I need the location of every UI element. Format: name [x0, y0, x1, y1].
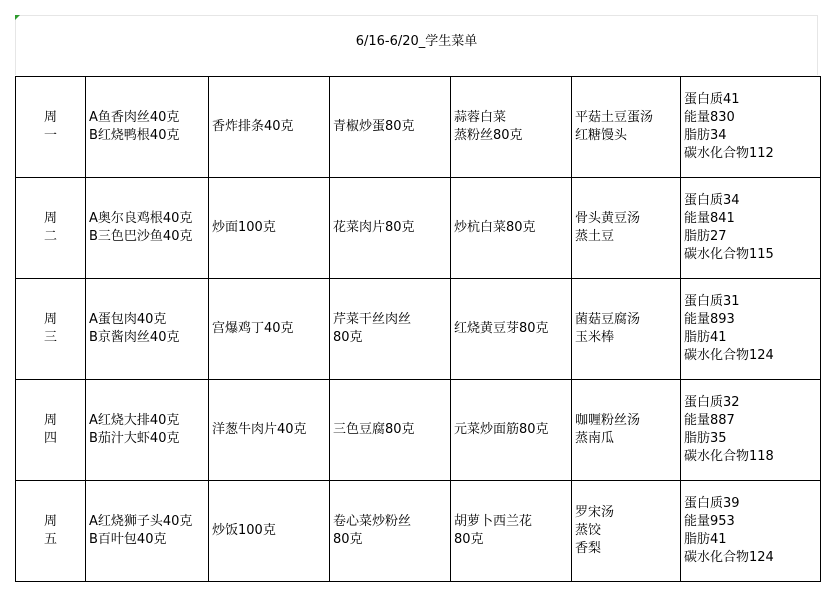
- soup-staple-cell-line: 香梨: [575, 541, 602, 556]
- menu-table: [15, 76, 821, 582]
- vegetable-cell: [451, 77, 572, 178]
- nutrition-cell-line: 脂肪41: [684, 532, 727, 547]
- day-cell-line: 周: [43, 211, 57, 226]
- main-dish-cell-line: A奥尔良鸡根40克: [89, 211, 193, 226]
- main-dish-cell: [86, 481, 209, 582]
- soup-staple-cell-line: 玉米棒: [575, 330, 615, 345]
- nutrition-cell-line: 能量953: [684, 514, 735, 529]
- vegetable-cell-line: 红烧黄豆芽80克: [454, 321, 549, 336]
- nutrition-cell-line: 脂肪41: [684, 330, 727, 345]
- day-cell-line: 周: [43, 514, 57, 529]
- side-dish-cell-line: 香炸排条40克: [212, 119, 294, 134]
- day-cell: [16, 380, 86, 481]
- nutrition-cell-line: 脂肪27: [684, 229, 727, 244]
- nutrition-cell-line: 能量887: [684, 413, 735, 428]
- main-dish-cell-line: B红烧鸭根40克: [89, 128, 180, 143]
- soup-staple-cell-line: 蒸土豆: [575, 229, 615, 244]
- nutrition-cell-line: 蛋白质41: [684, 92, 740, 107]
- nutrition-cell-line: 能量830: [684, 110, 735, 125]
- nutrition-cell-line: 能量893: [684, 312, 735, 327]
- side-dish-cell: [209, 77, 330, 178]
- main-dish-cell-line: A鱼香肉丝40克: [89, 110, 180, 125]
- day-cell-line: 五: [43, 532, 57, 547]
- soup-staple-cell-line: 菌菇豆腐汤: [575, 312, 641, 327]
- second-side-dish-cell: [330, 279, 451, 380]
- soup-staple-cell-line: 红糖馒头: [575, 128, 628, 143]
- second-side-dish-cell: [330, 380, 451, 481]
- soup-staple-cell: [572, 77, 681, 178]
- second-side-dish-cell: [330, 481, 451, 582]
- main-dish-cell: [86, 77, 209, 178]
- vegetable-cell: [451, 279, 572, 380]
- vegetable-cell-line: 炒杭白菜80克: [454, 220, 536, 235]
- day-cell: [16, 178, 86, 279]
- side-dish-cell-line: 宫爆鸡丁40克: [212, 321, 294, 336]
- second-side-dish-cell: [330, 178, 451, 279]
- nutrition-cell-line: 蛋白质32: [684, 395, 740, 410]
- vegetable-cell: [451, 380, 572, 481]
- day-cell: [16, 279, 86, 380]
- menu-row: [16, 380, 821, 481]
- day-cell-line: 周: [43, 312, 57, 327]
- day-cell-line: 四: [43, 431, 57, 446]
- menu-row: [16, 178, 821, 279]
- nutrition-cell-line: 蛋白质31: [684, 294, 740, 309]
- vegetable-cell: [451, 178, 572, 279]
- vegetable-cell-line: 胡萝卜西兰花: [454, 514, 533, 529]
- soup-staple-cell-line: 骨头黄豆汤: [575, 211, 641, 226]
- soup-staple-cell: [572, 279, 681, 380]
- day-cell: [16, 481, 86, 582]
- nutrition-cell-line: 碳水化合物124: [684, 550, 774, 565]
- day-cell-line: 周: [43, 413, 57, 428]
- day-cell: [16, 77, 86, 178]
- soup-staple-cell-line: 蒸饺: [575, 523, 602, 538]
- main-dish-cell-line: B百叶包40克: [89, 532, 167, 547]
- nutrition-cell: [681, 481, 821, 582]
- day-cell-line: 一: [43, 128, 57, 143]
- nutrition-cell-line: 碳水化合物115: [684, 247, 774, 262]
- side-dish-cell: [209, 178, 330, 279]
- second-side-dish-cell-line: 80克: [333, 330, 363, 345]
- nutrition-cell-line: 能量841: [684, 211, 735, 226]
- side-dish-cell: [209, 481, 330, 582]
- cell-corner-marker: [15, 15, 20, 20]
- main-dish-cell-line: A蛋包肉40克: [89, 312, 167, 327]
- main-dish-cell-line: B京酱肉丝40克: [89, 330, 180, 345]
- day-cell-line: 二: [43, 229, 57, 244]
- side-dish-cell: [209, 380, 330, 481]
- main-dish-cell-line: B三色巴沙鱼40克: [89, 229, 193, 244]
- soup-staple-cell-line: 罗宋汤: [575, 505, 615, 520]
- nutrition-cell-line: 碳水化合物118: [684, 449, 774, 464]
- nutrition-cell: [681, 77, 821, 178]
- nutrition-cell-line: 脂肪35: [684, 431, 727, 446]
- menu-table-body: [16, 77, 821, 582]
- nutrition-cell-line: 碳水化合物124: [684, 348, 774, 363]
- second-side-dish-cell-line: 卷心菜炒粉丝: [333, 514, 412, 529]
- vegetable-cell-line: 蒜蓉白菜: [454, 110, 507, 125]
- side-dish-cell-line: 炒面100克: [212, 220, 276, 235]
- nutrition-cell: [681, 279, 821, 380]
- main-dish-cell-line: B茄汁大虾40克: [89, 431, 180, 446]
- day-cell-line: 三: [43, 330, 57, 345]
- second-side-dish-cell-line: 三色豆腐80克: [333, 422, 415, 437]
- soup-staple-cell: [572, 178, 681, 279]
- second-side-dish-cell-line: 芹菜干丝肉丝: [333, 312, 412, 327]
- nutrition-cell-line: 蛋白质34: [684, 193, 740, 208]
- second-side-dish-cell: [330, 77, 451, 178]
- menu-row: [16, 481, 821, 582]
- second-side-dish-cell-line: 80克: [333, 532, 363, 547]
- soup-staple-cell-line: 平菇土豆蛋汤: [575, 110, 654, 125]
- vegetable-cell: [451, 481, 572, 582]
- soup-staple-cell: [572, 380, 681, 481]
- vegetable-cell-line: 元菜炒面筋80克: [454, 422, 549, 437]
- nutrition-cell: [681, 178, 821, 279]
- menu-row: [16, 77, 821, 178]
- main-dish-cell-line: A红烧大排40克: [89, 413, 180, 428]
- title-area: [15, 15, 818, 75]
- nutrition-cell: [681, 380, 821, 481]
- soup-staple-cell-line: 蒸南瓜: [575, 431, 615, 446]
- soup-staple-cell: [572, 481, 681, 582]
- main-dish-cell: [86, 380, 209, 481]
- menu-row: [16, 279, 821, 380]
- side-dish-cell: [209, 279, 330, 380]
- main-dish-cell: [86, 178, 209, 279]
- main-dish-cell: [86, 279, 209, 380]
- main-dish-cell-line: A红烧狮子头40克: [89, 514, 193, 529]
- nutrition-cell-line: 脂肪34: [684, 128, 727, 143]
- nutrition-cell-line: 蛋白质39: [684, 496, 740, 511]
- vegetable-cell-line: 蒸粉丝80克: [454, 128, 523, 143]
- side-dish-cell-line: 炒饭100克: [212, 523, 276, 538]
- second-side-dish-cell-line: 花菜肉片80克: [333, 220, 415, 235]
- nutrition-cell-line: 碳水化合物112: [684, 146, 774, 161]
- second-side-dish-cell-line: 青椒炒蛋80克: [333, 119, 415, 134]
- side-dish-cell-line: 洋葱牛肉片40克: [212, 422, 307, 437]
- soup-staple-cell-line: 咖喱粉丝汤: [575, 413, 641, 428]
- day-cell-line: 周: [43, 110, 57, 125]
- menu-title: 6/16-6/20_学生菜单: [355, 34, 478, 49]
- vegetable-cell-line: 80克: [454, 532, 484, 547]
